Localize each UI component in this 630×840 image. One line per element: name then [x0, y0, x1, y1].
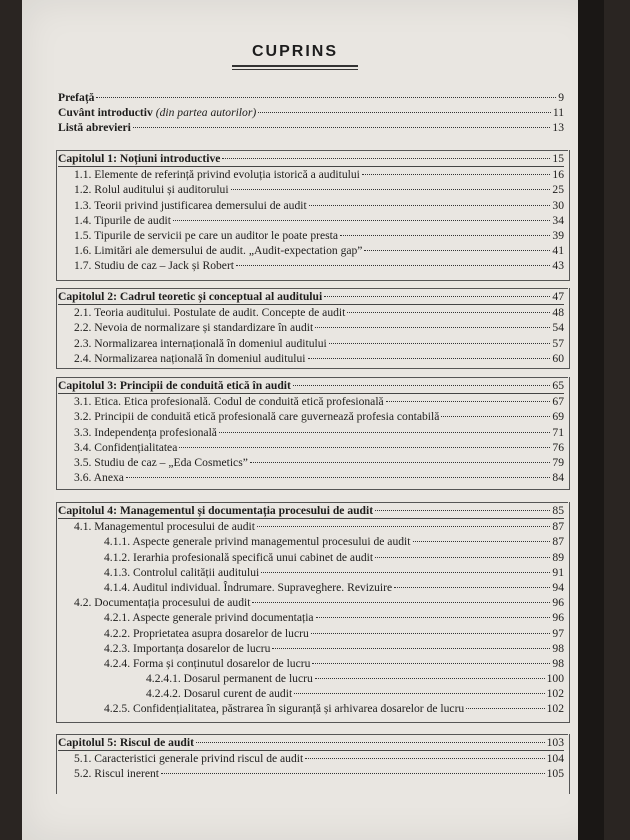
toc-entry[interactable]: 1.4. Tipurile de audit 34	[74, 213, 564, 227]
toc-entry[interactable]: 2.1. Teoria auditului. Postulate de audit. Concepte de audit 48	[74, 306, 564, 320]
toc-entry[interactable]: 3.5. Studiu de caz – „Eda Cosmetics” 79	[74, 455, 564, 469]
toc-entry[interactable]: 4.2.4.2. Dosarul curent de audit 102	[146, 687, 564, 701]
chapter-heading[interactable]: Capitolul 2: Cadrul teoretic și conceptual al auditului 47	[58, 289, 564, 305]
toc-entry[interactable]: 2.3. Normalizarea internațională în domeniul auditului 57	[74, 336, 564, 350]
toc-entry[interactable]: 4.1. Managementul procesului de audit 87	[74, 520, 564, 534]
page-title: CUPRINS	[251, 43, 338, 60]
chapter-3	[58, 378, 564, 485]
toc-entry[interactable]: Prefață 9	[58, 91, 564, 104]
toc-entry[interactable]: 3.6. Anexa 84	[74, 471, 564, 485]
chapter-5	[58, 735, 564, 782]
toc-entry[interactable]: 3.2. Principii de conduită etică profesională care guvernează profesia contabilă 69	[74, 410, 564, 424]
toc-entry[interactable]: 4.1.3. Controlul calității auditului 91	[104, 565, 564, 579]
title-block	[232, 43, 358, 70]
front-matter	[58, 90, 564, 136]
toc-entry[interactable]: 3.4. Confidențialitatea 76	[74, 440, 564, 454]
toc-entry[interactable]: 1.6. Limitări ale demersului de audit. „Audit-expectation gap” 41	[74, 244, 564, 258]
page-edge-shadow	[578, 0, 604, 840]
toc-entry[interactable]: 4.1.1. Aspecte generale privind managementul procesului de audit 87	[104, 535, 564, 549]
toc-entry[interactable]: 5.2. Riscul inerent 105	[74, 767, 564, 781]
toc-entry[interactable]: 4.2. Documentația procesului de audit 96	[74, 596, 564, 610]
chapter-heading[interactable]: Capitolul 3: Principii de conduită etică în audit 65	[58, 378, 564, 394]
toc-entry[interactable]: 4.2.1. Aspecte generale privind documentația 96	[104, 611, 564, 625]
toc-entry[interactable]: 1.3. Teorii privind justificarea demersului de audit 30	[74, 198, 564, 212]
toc-entry[interactable]: 5.1. Caracteristici generale privind riscul de audit 104	[74, 752, 564, 766]
toc-entry[interactable]: 1.1. Elemente de referință privind evoluția istorică a auditului 16	[74, 168, 564, 182]
chapter-heading[interactable]: Capitolul 1: Noțiuni introductive 15	[58, 151, 564, 167]
title-underline	[232, 65, 358, 67]
chapter-heading[interactable]: Capitolul 5: Riscul de audit 103	[58, 735, 564, 751]
toc-entry[interactable]: 4.1.4. Auditul individual. Îndrumare. Supraveghere. Revizuire 94	[104, 580, 564, 594]
title-underline-thin	[232, 69, 358, 70]
toc-entry[interactable]: 2.2. Nevoia de normalizare și standardizare în audit 54	[74, 321, 564, 335]
toc-entry[interactable]: 1.7. Studiu de caz – Jack și Robert 43	[74, 259, 564, 273]
toc-entry[interactable]: 2.4. Normalizarea națională în domeniul auditului 60	[74, 351, 564, 365]
toc-entry[interactable]: Listă abrevieri 13	[58, 121, 564, 135]
toc-entry[interactable]: 4.2.4.1. Dosarul permanent de lucru 100	[146, 672, 564, 686]
toc-entry[interactable]: 1.2. Rolul auditului și auditorului 25	[74, 183, 564, 197]
toc-entry[interactable]: 3.3. Independența profesională 71	[74, 425, 564, 439]
toc-entry[interactable]: Cuvânt introductiv (din partea autorilor) 11	[58, 106, 564, 120]
toc-entry[interactable]: 4.2.5. Confidențialitatea, păstrarea în siguranță și arhivarea dosarelor de lucru 102	[104, 702, 564, 716]
chapter-heading[interactable]: Capitolul 4: Managementul și documentația procesului de audit 85	[58, 503, 564, 519]
chapter-1	[58, 151, 564, 274]
toc-entry[interactable]: 3.1. Etica. Etica profesională. Codul de conduită etică profesională 67	[74, 395, 564, 409]
toc-entry[interactable]: 4.2.4. Forma și conținutul dosarelor de lucru 98	[104, 656, 564, 670]
toc-entry[interactable]: 4.1.2. Ierarhia profesională specifică unui cabinet de audit 89	[104, 550, 564, 564]
chapter-2	[58, 289, 564, 366]
toc-entry[interactable]: 4.2.3. Importanța dosarelor de lucru 98	[104, 641, 564, 655]
toc-entry[interactable]: 1.5. Tipurile de servicii pe care un auditor le poate presta 39	[74, 228, 564, 242]
toc-entry[interactable]: 4.2.2. Proprietatea asupra dosarelor de lucru 97	[104, 626, 564, 640]
chapter-4	[58, 503, 564, 717]
